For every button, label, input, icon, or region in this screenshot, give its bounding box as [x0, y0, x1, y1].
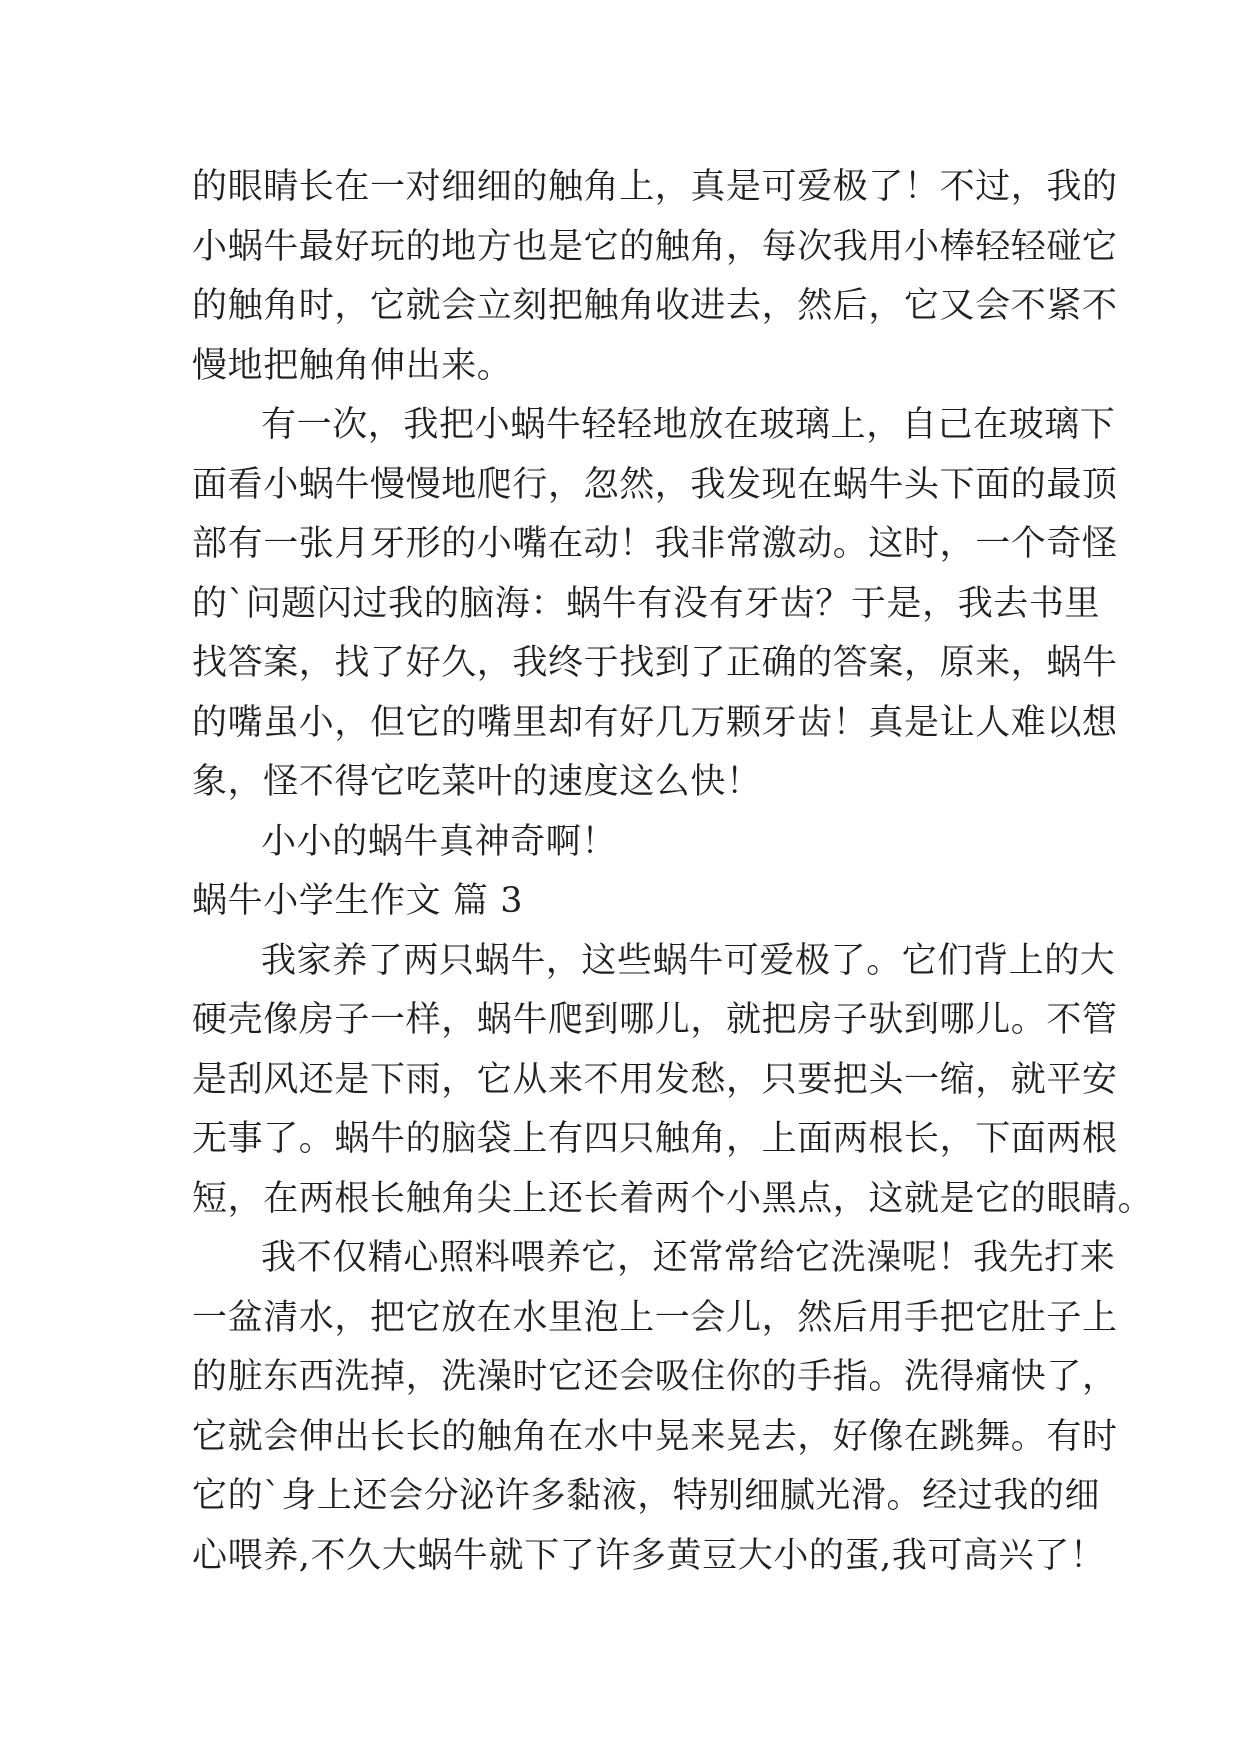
text-line: 的脏东西洗掉，洗澡时它还会吸住你的手指。洗得痛快了， — [192, 1357, 1118, 1397]
text-line: 我家养了两只蜗牛，这些蜗牛可爱极了。它们背上的大 — [261, 940, 1116, 981]
text-line: 有一次，我把小蜗牛轻轻地放在玻璃上，自己在玻璃下 — [261, 405, 1116, 445]
text-line: 部有一张月牙形的小嘴在动！我非常激动。这时，一个奇怪 — [192, 524, 1118, 564]
text-line: 无事了。蜗牛的脑袋上有四只触角，上面两根长，下面两根 — [192, 1119, 1118, 1159]
text-line: 短，在两根长触角尖上还长着两个小黑点，这就是它的眼睛。 — [192, 1178, 1154, 1219]
text-line: 找答案，找了好久，我终于找到了正确的答案，原来，蜗牛 — [192, 643, 1118, 683]
text-line: 的`问题闪过我的脑海：蜗牛有没有牙齿？于是，我去书里 — [192, 583, 1101, 624]
paragraph — [192, 1229, 1118, 1586]
section-heading: 蜗牛小学生作文 篇 3 — [192, 881, 524, 921]
paragraph — [192, 932, 1154, 1230]
paragraph — [192, 396, 1118, 813]
text-line: 心喂养,不久大蜗牛就下了许多黄豆大小的蛋,我可高兴了！ — [192, 1535, 1106, 1576]
document-body — [192, 158, 1154, 1586]
paragraph — [192, 158, 1118, 396]
text-line: 硬壳像房子一样，蜗牛爬到哪儿，就把房子驮到哪儿。不管 — [192, 1000, 1118, 1040]
text-line: 是刮风还是下雨，它从来不用发愁，只要把头一缩，就平安 — [192, 1059, 1118, 1100]
text-line: 象，怪不得它吃菜叶的速度这么快！ — [192, 762, 762, 802]
text-line: 慢地把触角伸出来。 — [192, 345, 513, 386]
text-line: 一盆清水，把它放在水里泡上一会儿，然后用手把它肚子上 — [192, 1297, 1118, 1338]
text-line: 小小的蜗牛真神奇啊！ — [261, 821, 618, 862]
text-line: 我不仅精心照料喂养它，还常常给它洗澡呢！我先打来 — [261, 1238, 1116, 1278]
text-line: 面看小蜗牛慢慢地爬行，忽然，我发现在蜗牛头下面的最顶 — [192, 464, 1118, 505]
text-line: 的嘴虽小，但它的嘴里却有好几万颗牙齿！真是让人难以想 — [192, 702, 1118, 743]
text-line: 它的`身上还会分泌许多黏液，特别细腻光滑。经过我的细 — [192, 1476, 1101, 1516]
text-line: 它就会伸出长长的触角在水中晃来晃去，好像在跳舞。有时 — [192, 1416, 1118, 1457]
paragraph — [192, 813, 1052, 873]
text-line: 小蜗牛最好玩的地方也是它的触角，每次我用小棒轻轻碰它 — [192, 226, 1118, 267]
text-line: 的眼睛长在一对细细的触角上，真是可爱极了！不过，我的 — [192, 167, 1118, 207]
text-line: 的触角时，它就会立刻把触角收进去，然后，它又会不紧不 — [192, 286, 1118, 326]
